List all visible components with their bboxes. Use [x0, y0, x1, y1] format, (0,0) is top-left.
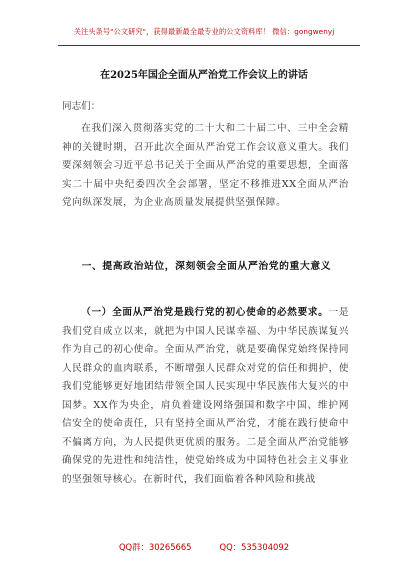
intro-paragraph: 在我们深入贯彻落实党的二十大和二十届二中、三中全会精神的关键时期，召开此次全面从严治党工作会议意义重大。我们要深刻领会习近平总书记关于全面从严治党的重要思想，全面落实二十届中央纪委四次全会部署，坚定不移推进XX全面从严治党向纵深发展，为企业高质量发展提供坚强保障。	[62, 123, 349, 208]
section-1-body	[62, 304, 349, 489]
subsection-body-1: 一是我们党自成立以来，就把为中国人民谋幸福、为中华民族谋复兴作为自己的初心使命。全面从严治党，就是要确保党始终保持同人民群众的血肉联系，不断增强人民群众对党的信任和拥护，使我们党能够更好地团结带领全国人民实现中华民族伟大复兴的中国梦。XX作为央企，肩负着建设网络强国和数字中国、维护网信安全的使命责任，只有坚持全面从严治党，才能在践行使命中不偏离方向，为人民提供更优质的服务。二是全面从严治党能够确保党的先进性和纯洁性，使党始终成为中国特色社会主义事业的坚强领导核心。在新时代，我们面临着各种风险和挑战	[62, 307, 349, 485]
header-divider	[58, 45, 360, 46]
section-heading-1: 一、提高政治站位，深刻领会全面从严治党的重大意义	[81, 261, 332, 272]
subsection-heading-1: （一）全面从严治党是践行党的初心使命的必然要求。	[81, 307, 329, 318]
document-title: 在2025年国企全面从严治党工作会议上的讲话	[100, 70, 308, 81]
footer-qq: QQ：535304092	[219, 542, 290, 552]
salutation: 同志们：	[62, 101, 101, 112]
footer-contacts	[0, 541, 408, 553]
footer-qq-group: QQ群：30265665	[118, 542, 192, 552]
header-note: 关注头条号"公文研究"，获得最新最全最专业的公文资料库！ 微信：gongwenyj	[73, 27, 335, 36]
